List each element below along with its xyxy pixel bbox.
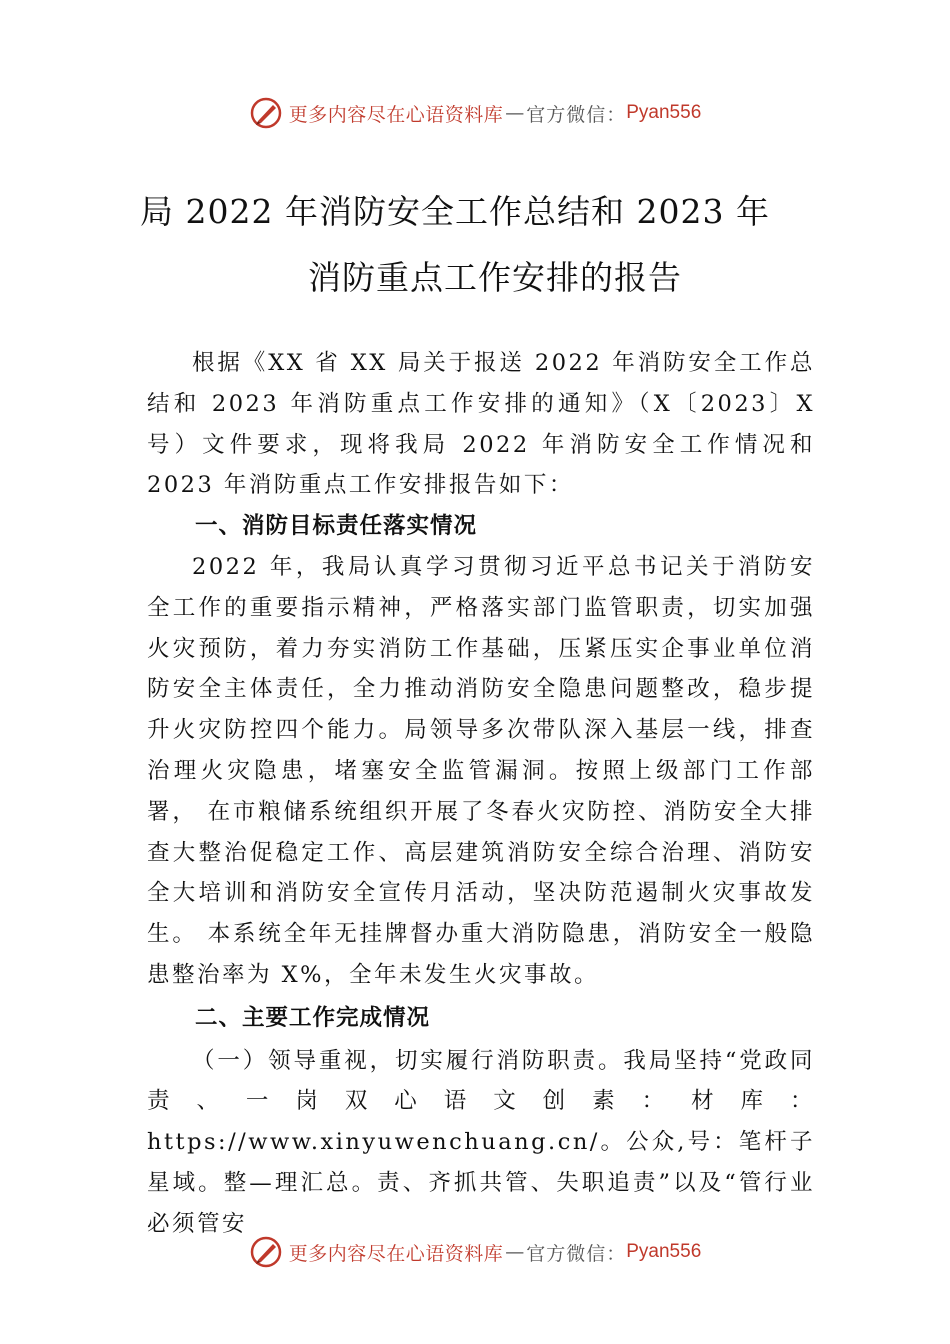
pen-logo-icon [249,96,283,130]
banner-site-text: 更多内容尽在心语资料库 [288,103,504,126]
pen-logo-icon [249,1235,283,1269]
banner-dash: — [505,102,525,124]
section-1-heading: 一、消防目标责任落实情况 [195,513,478,540]
header-watermark-banner [0,93,950,133]
document-title-line-1: 局 2022 年消防安全工作总结和 2023 年 [140,192,770,231]
section-1-paragraph: 2022 年，我局认真学习贯彻习近平总书记关于消防安全工作的重要指示精神，严格落实部门监管职责，切实加强火灾预防，着力夯实消防工作基础，压紧压实企事业单位消防安全主体责任，全力推动消防安全隐患问题整改，稳步提升火灾防控四个能力。局领导多次带队深入基层一线，排查治理火灾隐患，堵塞安全监管漏洞。按照上级部门工作部署， 在市粮储系统组织开展了冬春火灾防控、消防安全大排查大整治促稳定工作、高层建筑消防安全综合治理、消防安全大培训和消防安全宣传月活动，坚决防范遏制火灾事故发生。 本系统全年无挂牌督办重大消防隐患，消防安全一般隐患整治率为 X%，全年未发生火灾事故。 [147,553,815,988]
section-2-paragraph: （一）领导重视，切实履行消防职责。我局坚持“党政同责、一岗双心语文创素：材库：https://www.xinyuwenchuang.cn/。公众,号：笔杆子星域。整—理汇总。责、齐抓共管、失职追责”以及“管行业必须管安 [147,1047,815,1237]
banner-wechat-label: 官方微信： [526,1242,627,1265]
banner-site-text: 更多内容尽在心语资料库 [288,1242,504,1265]
banner-wechat-id: Pyan556 [626,102,702,123]
intro-paragraph: 根据《XX 省 XX 局关于报送 2022 年消防安全工作总结和 2023 年消防重点工作安排的通知》（X〔2023〕X 号）文件要求，现将我局 2022 年消防安全工作情况和 2023 年消防重点工作安排报告如下： [147,350,815,499]
document-body [147,343,815,1245]
footer-watermark-banner [0,1232,950,1272]
section-2-heading: 二、主要工作完成情况 [195,1004,431,1031]
banner-wechat-label: 官方微信： [526,103,627,126]
banner-dash: — [505,1241,525,1263]
banner-wechat-id: Pyan556 [626,1241,702,1262]
document-title-line-2: 消防重点工作安排的报告 [308,258,682,297]
